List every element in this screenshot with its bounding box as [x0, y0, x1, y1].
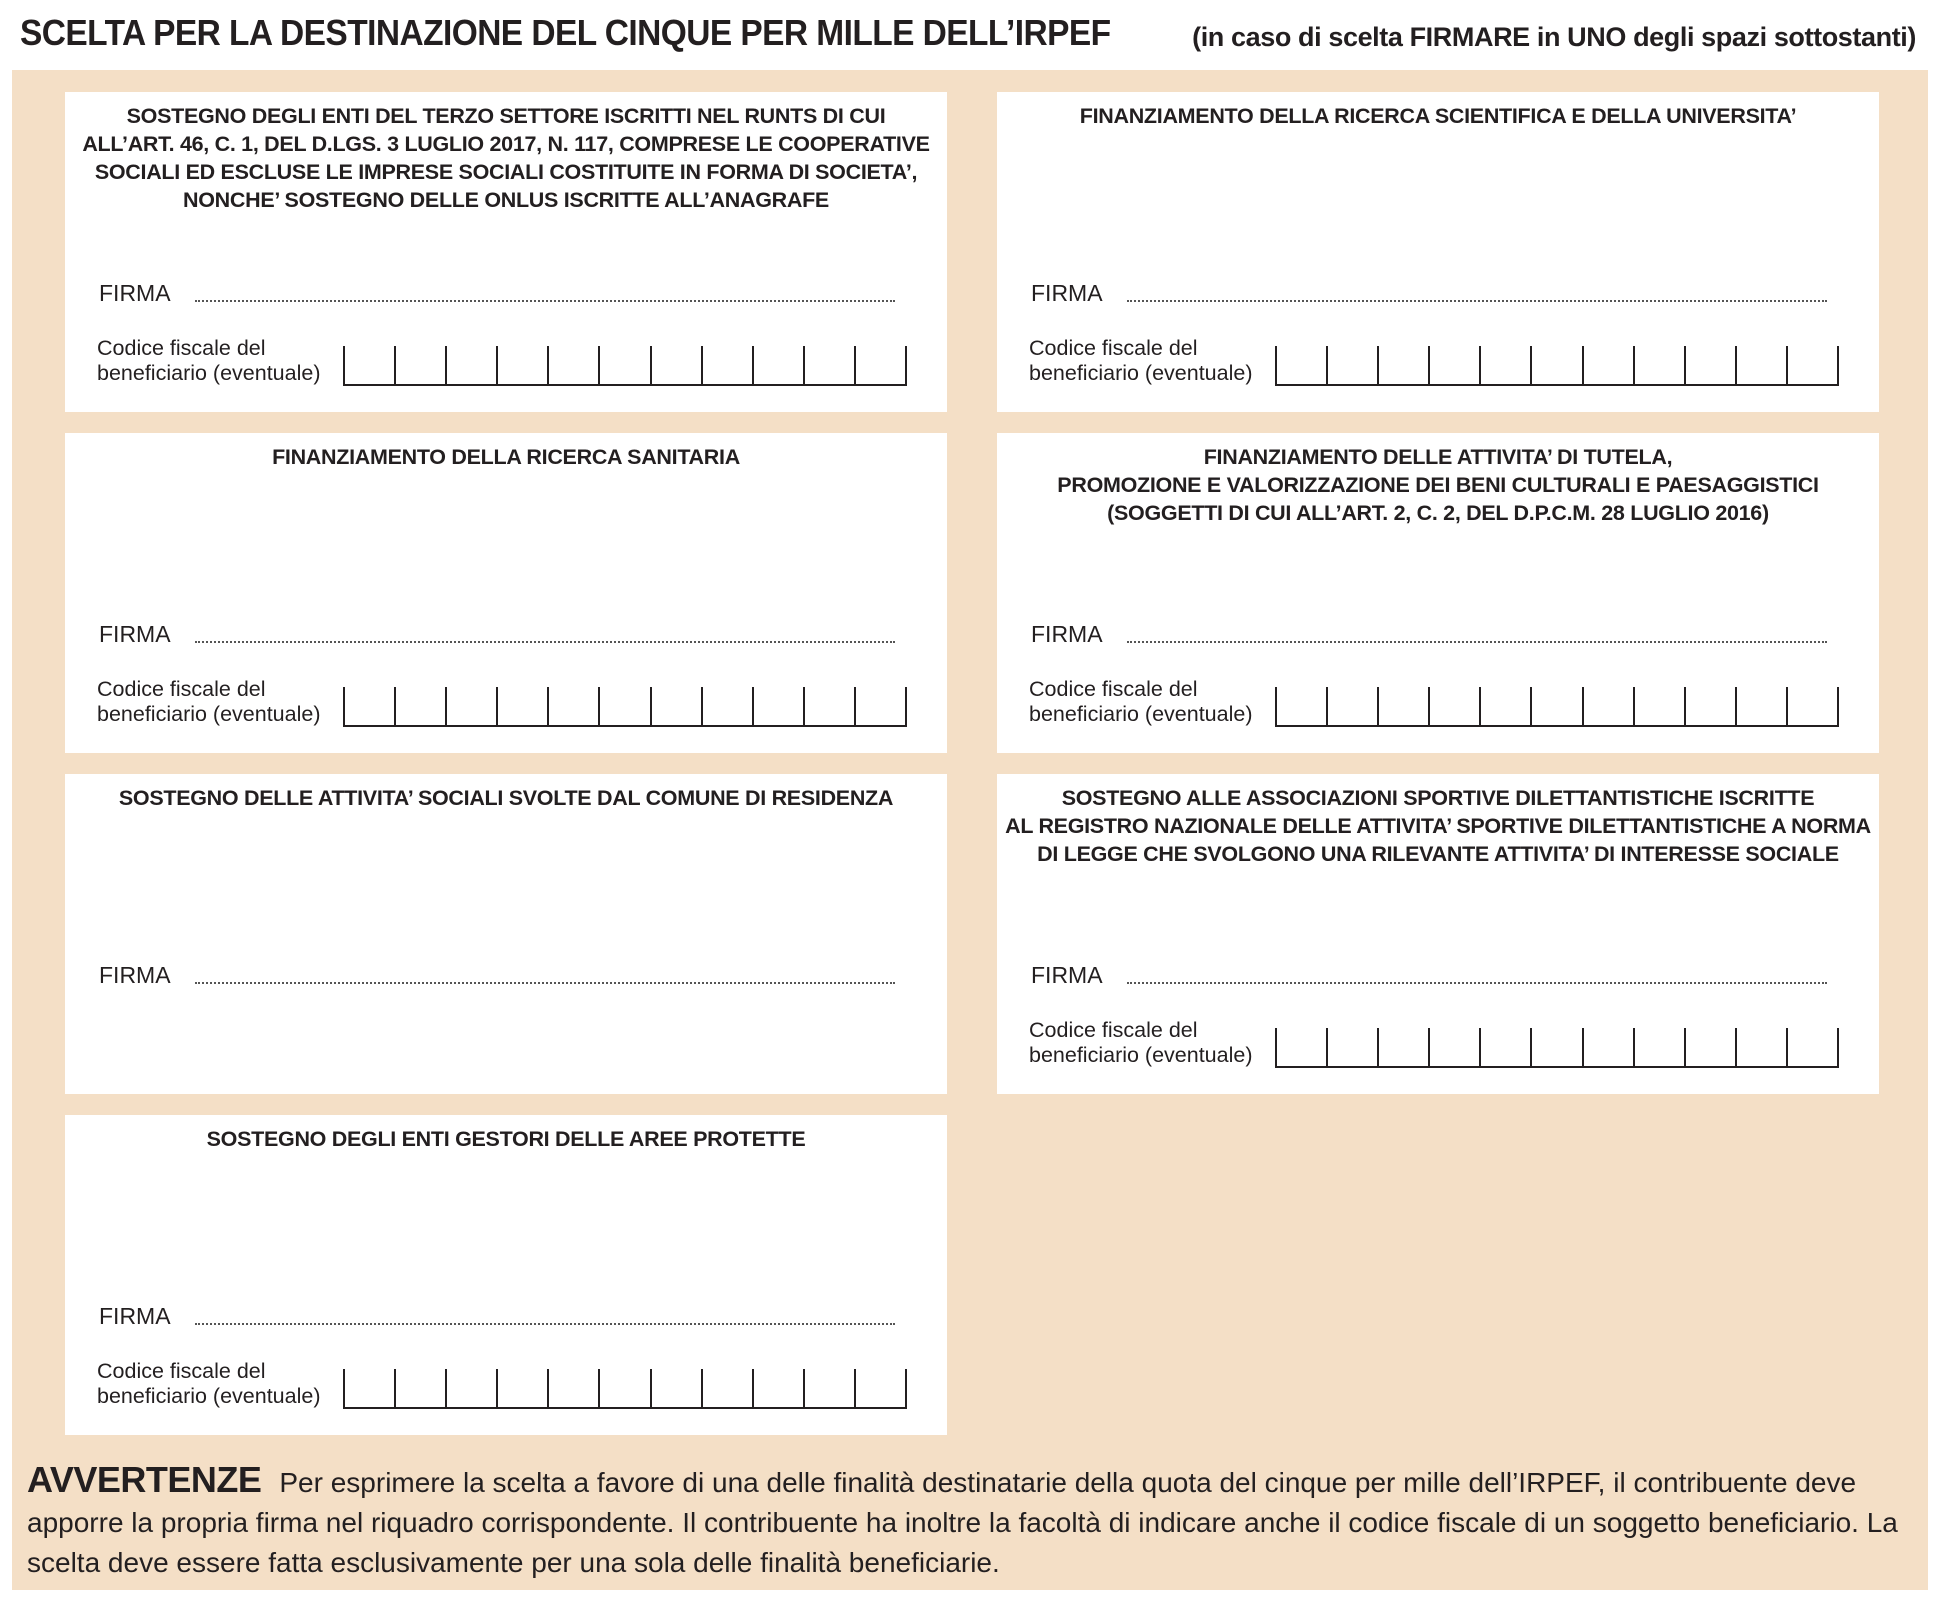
- codice-fiscale-label: [1029, 1018, 1253, 1068]
- codice-fiscale-label: [1029, 336, 1253, 386]
- signature-field[interactable]: [195, 982, 895, 984]
- codice-fiscale-label: [97, 677, 321, 727]
- signature-field[interactable]: [1127, 982, 1827, 984]
- cf-label-line2: beneficiario (eventuale): [1029, 1043, 1253, 1067]
- box-title: SOSTEGNO DELLE ATTIVITA’ SOCIALI SVOLTE DAL COMUNE DI RESIDENZA: [118, 786, 894, 810]
- form-title: SCELTA PER LA DESTINAZIONE DEL CINQUE PER MILLE DELL’IRPEF: [20, 12, 1111, 53]
- cf-label-line1: Codice fiscale del: [1029, 336, 1198, 360]
- box-associazioni-sportive: [997, 774, 1879, 1094]
- cf-label-line2: beneficiario (eventuale): [97, 1384, 321, 1408]
- box-aree-protette: [65, 1115, 947, 1435]
- warning-section: [27, 1460, 1917, 1583]
- box-title: FINANZIAMENTO DELLA RICERCA SANITARIA: [272, 445, 740, 469]
- cf-label-line1: Codice fiscale del: [97, 677, 266, 701]
- codice-fiscale-input[interactable]: [1275, 1028, 1839, 1068]
- firma-label: FIRMA: [1031, 621, 1103, 647]
- choice-panel: [12, 70, 1928, 1590]
- cf-label-line1: Codice fiscale del: [97, 1359, 266, 1383]
- signature-field[interactable]: [1127, 641, 1827, 643]
- codice-fiscale-input[interactable]: [343, 687, 907, 727]
- codice-fiscale-label: [97, 336, 321, 386]
- cf-label-line1: Codice fiscale del: [97, 336, 266, 360]
- box-terzo-settore: [65, 92, 947, 412]
- signature-field[interactable]: [195, 300, 895, 302]
- cf-label-line2: beneficiario (eventuale): [97, 702, 321, 726]
- box-ricerca-scientifica: [997, 92, 1879, 412]
- cf-label-line2: beneficiario (eventuale): [1029, 361, 1253, 385]
- cf-label-line1: Codice fiscale del: [1029, 677, 1198, 701]
- firma-label: FIRMA: [99, 962, 171, 988]
- box-title: SOSTEGNO DEGLI ENTI DEL TERZO SETTORE ISCRITTI NEL RUNTS DI CUI ALL’ART. 46, C. 1, DEL D.LGS. 3 LUGLIO 2017, N. 117, COMPRESE LE COOPERATIVE SOCIALI ED ESCLUSE LE IMPRESE SOCIALI COSTITUITE IN FORMA DI SOCIETA’, NONCHE’ SOSTEGNO DELLE ONLUS ISCRITTE ALL’ANAGRAFE: [82, 104, 930, 212]
- box-beni-culturali: [997, 433, 1879, 753]
- box-comune-residenza: [65, 774, 947, 1094]
- firma-label: FIRMA: [99, 1303, 171, 1329]
- codice-fiscale-label: [1029, 677, 1253, 727]
- codice-fiscale-input[interactable]: [1275, 346, 1839, 386]
- cf-label-line2: beneficiario (eventuale): [1029, 702, 1253, 726]
- firma-label: FIRMA: [99, 280, 171, 306]
- form-title-note: (in caso di scelta FIRMARE in UNO degli spazi sottostanti): [1192, 22, 1916, 52]
- signature-field[interactable]: [195, 1323, 895, 1325]
- box-title: FINANZIAMENTO DELLA RICERCA SCIENTIFICA E DELLA UNIVERSITA’: [1079, 104, 1797, 128]
- cf-label-line1: Codice fiscale del: [1029, 1018, 1198, 1042]
- box-title: SOSTEGNO ALLE ASSOCIAZIONI SPORTIVE DILETTANTISTICHE ISCRITTE AL REGISTRO NAZIONALE DELLE ATTIVITA’ SPORTIVE DILETTANTISTICHE A NORMA DI LEGGE CHE SVOLGONO UNA RILEVANTE ATTIVITA’ DI INTERESSE SOCIALE: [1005, 786, 1871, 866]
- warning-heading: AVVERTENZE: [27, 1459, 262, 1500]
- signature-field[interactable]: [1127, 300, 1827, 302]
- signature-field[interactable]: [195, 641, 895, 643]
- box-ricerca-sanitaria: [65, 433, 947, 753]
- cf-label-line2: beneficiario (eventuale): [97, 361, 321, 385]
- codice-fiscale-input[interactable]: [343, 346, 907, 386]
- codice-fiscale-input[interactable]: [1275, 687, 1839, 727]
- firma-label: FIRMA: [1031, 280, 1103, 306]
- form-header: [20, 12, 1930, 68]
- codice-fiscale-label: [97, 1359, 321, 1409]
- box-title: SOSTEGNO DEGLI ENTI GESTORI DELLE AREE PROTETTE: [206, 1127, 806, 1151]
- codice-fiscale-input[interactable]: [343, 1369, 907, 1409]
- firma-label: FIRMA: [1031, 962, 1103, 988]
- box-title: FINANZIAMENTO DELLE ATTIVITA’ DI TUTELA, PROMOZIONE E VALORIZZAZIONE DEI BENI CULTURALI E PAESAGGISTICI (SOGGETTI DI CUI ALL’ART. 2, C. 2, DEL D.P.C.M. 28 LUGLIO 2016): [1057, 445, 1819, 525]
- firma-label: FIRMA: [99, 621, 171, 647]
- warning-text: Per esprimere la scelta a favore di una delle finalità destinatarie della quota del cinque per mille dell’IRPEF, il contribuente deve apporre la propria firma nel riquadro corrispondente. Il contribuente ha inoltre la facoltà di indicare anche il codice fiscale di un soggetto beneficiario. La scelta deve essere fatta esclusivamente per una sola delle finalità beneficiarie.: [27, 1467, 1898, 1578]
